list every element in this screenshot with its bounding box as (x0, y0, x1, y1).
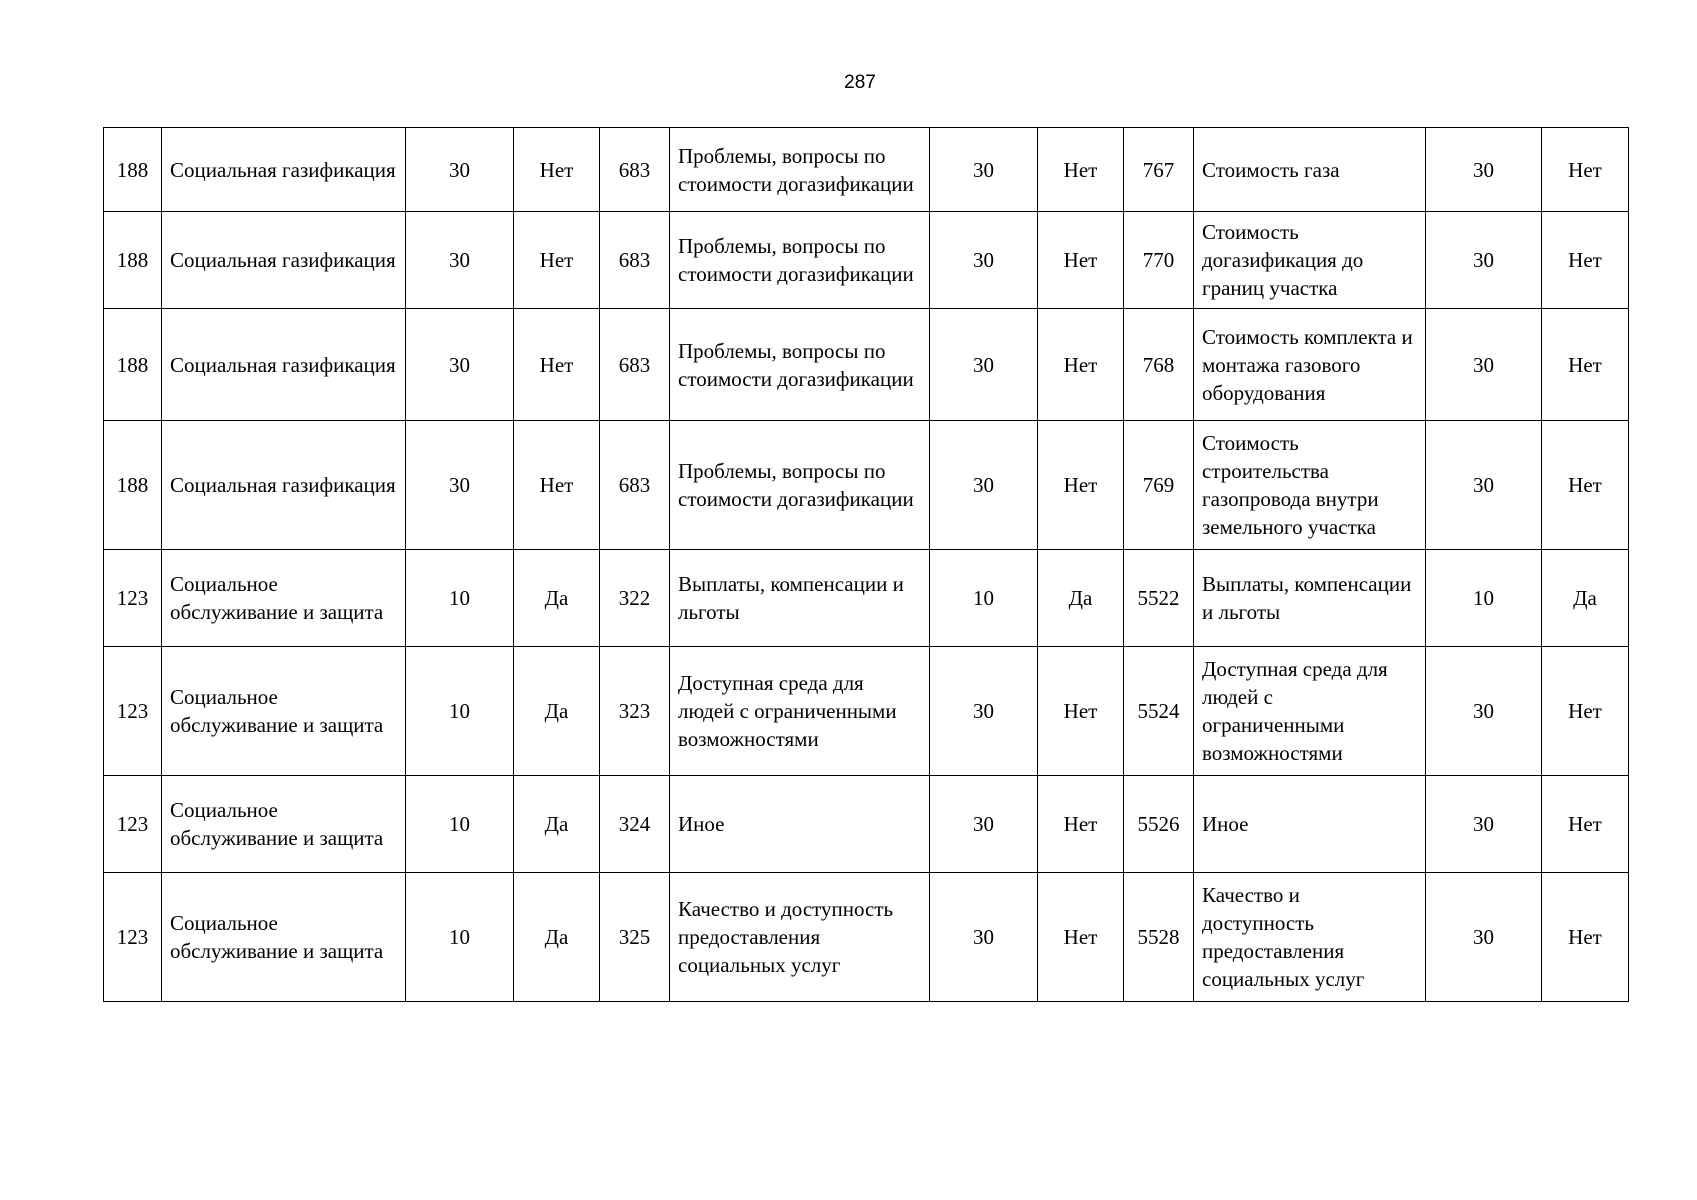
table-row (104, 647, 1629, 776)
topic-name-cell: Проблемы, вопросы по стоимости догазификации (670, 421, 930, 550)
subtopic-flag-cell: Да (1542, 550, 1629, 647)
subtopic-id-cell: 5526 (1124, 776, 1194, 873)
group-flag-cell: Нет (514, 212, 600, 309)
subtopic-id-cell: 5528 (1124, 873, 1194, 1002)
group-name-cell: Социальная газификация (162, 128, 406, 212)
subtopic-flag-cell: Нет (1542, 873, 1629, 1002)
topic-days-cell: 30 (930, 647, 1038, 776)
group-flag-cell: Да (514, 873, 600, 1002)
topic-id-cell: 683 (600, 128, 670, 212)
group-days-cell: 10 (406, 550, 514, 647)
group-name-cell: Социальное обслуживание и защита (162, 873, 406, 1002)
topic-id-cell: 683 (600, 212, 670, 309)
subtopic-name-cell: Качество и доступность предоставления социальных услуг (1194, 873, 1426, 1002)
topic-name-cell: Качество и доступность предоставления социальных услуг (670, 873, 930, 1002)
group-name-cell: Социальное обслуживание и защита (162, 550, 406, 647)
topic-id-cell: 325 (600, 873, 670, 1002)
subtopic-days-cell: 30 (1426, 128, 1542, 212)
subtopic-flag-cell: Нет (1542, 776, 1629, 873)
group-flag-cell: Да (514, 550, 600, 647)
group-flag-cell: Да (514, 647, 600, 776)
topic-id-cell: 323 (600, 647, 670, 776)
subtopic-name-cell: Стоимость комплекта и монтажа газового оборудования (1194, 309, 1426, 421)
group-name-cell: Социальная газификация (162, 212, 406, 309)
subtopic-days-cell: 30 (1426, 776, 1542, 873)
topic-id-cell: 683 (600, 309, 670, 421)
topic-name-cell: Доступная среда для людей с ограниченными возможностями (670, 647, 930, 776)
subtopic-days-cell: 10 (1426, 550, 1542, 647)
topic-name-cell: Выплаты, компенсации и льготы (670, 550, 930, 647)
topic-id-cell: 683 (600, 421, 670, 550)
subtopic-id-cell: 5524 (1124, 647, 1194, 776)
topic-flag-cell: Нет (1038, 309, 1124, 421)
group-name-cell: Социальное обслуживание и защита (162, 647, 406, 776)
topic-days-cell: 30 (930, 309, 1038, 421)
subtopic-flag-cell: Нет (1542, 421, 1629, 550)
subtopic-days-cell: 30 (1426, 309, 1542, 421)
topic-days-cell: 30 (930, 128, 1038, 212)
topic-id-cell: 322 (600, 550, 670, 647)
subtopic-days-cell: 30 (1426, 421, 1542, 550)
subtopic-flag-cell: Нет (1542, 647, 1629, 776)
topic-days-cell: 30 (930, 421, 1038, 550)
data-table (103, 127, 1629, 1002)
subtopic-days-cell: 30 (1426, 873, 1542, 1002)
group-flag-cell: Да (514, 776, 600, 873)
subtopic-name-cell: Стоимость строительства газопровода внутри земельного участка (1194, 421, 1426, 550)
group-name-cell: Социальная газификация (162, 421, 406, 550)
group-days-cell: 10 (406, 873, 514, 1002)
group-days-cell: 30 (406, 128, 514, 212)
topic-flag-cell: Да (1038, 550, 1124, 647)
group-id-cell: 123 (104, 873, 162, 1002)
topic-flag-cell: Нет (1038, 421, 1124, 550)
group-days-cell: 10 (406, 776, 514, 873)
topic-flag-cell: Нет (1038, 647, 1124, 776)
topic-name-cell: Проблемы, вопросы по стоимости догазификации (670, 309, 930, 421)
topic-days-cell: 30 (930, 212, 1038, 309)
topic-flag-cell: Нет (1038, 776, 1124, 873)
topic-days-cell: 30 (930, 776, 1038, 873)
topic-flag-cell: Нет (1038, 128, 1124, 212)
subtopic-name-cell: Иное (1194, 776, 1426, 873)
group-id-cell: 123 (104, 776, 162, 873)
table-row (104, 873, 1629, 1002)
subtopic-id-cell: 769 (1124, 421, 1194, 550)
subtopic-id-cell: 767 (1124, 128, 1194, 212)
table-row (104, 128, 1629, 212)
table-row (104, 421, 1629, 550)
table-row (104, 776, 1629, 873)
group-days-cell: 30 (406, 309, 514, 421)
subtopic-name-cell: Стоимость догазификация до границ участка (1194, 212, 1426, 309)
subtopic-id-cell: 5522 (1124, 550, 1194, 647)
subtopic-id-cell: 770 (1124, 212, 1194, 309)
subtopic-flag-cell: Нет (1542, 128, 1629, 212)
topic-days-cell: 10 (930, 550, 1038, 647)
subtopic-name-cell: Доступная среда для людей с ограниченными возможностями (1194, 647, 1426, 776)
subtopic-name-cell: Выплаты, компенсации и льготы (1194, 550, 1426, 647)
table-body (104, 128, 1629, 1002)
group-name-cell: Социальная газификация (162, 309, 406, 421)
table-row (104, 550, 1629, 647)
group-flag-cell: Нет (514, 128, 600, 212)
group-id-cell: 188 (104, 128, 162, 212)
topic-flag-cell: Нет (1038, 873, 1124, 1002)
subtopic-name-cell: Стоимость газа (1194, 128, 1426, 212)
group-id-cell: 188 (104, 421, 162, 550)
group-days-cell: 30 (406, 421, 514, 550)
topic-days-cell: 30 (930, 873, 1038, 1002)
topic-name-cell: Проблемы, вопросы по стоимости догазификации (670, 128, 930, 212)
topic-flag-cell: Нет (1038, 212, 1124, 309)
subtopic-flag-cell: Нет (1542, 309, 1629, 421)
subtopic-days-cell: 30 (1426, 212, 1542, 309)
subtopic-id-cell: 768 (1124, 309, 1194, 421)
table-row (104, 212, 1629, 309)
group-flag-cell: Нет (514, 421, 600, 550)
subtopic-flag-cell: Нет (1542, 212, 1629, 309)
group-name-cell: Социальное обслуживание и защита (162, 776, 406, 873)
page-number: 287 (844, 72, 876, 93)
group-days-cell: 10 (406, 647, 514, 776)
group-id-cell: 123 (104, 550, 162, 647)
topic-id-cell: 324 (600, 776, 670, 873)
group-id-cell: 123 (104, 647, 162, 776)
group-days-cell: 30 (406, 212, 514, 309)
topic-name-cell: Иное (670, 776, 930, 873)
table-row (104, 309, 1629, 421)
topic-name-cell: Проблемы, вопросы по стоимости догазификации (670, 212, 930, 309)
subtopic-days-cell: 30 (1426, 647, 1542, 776)
group-id-cell: 188 (104, 309, 162, 421)
group-flag-cell: Нет (514, 309, 600, 421)
group-id-cell: 188 (104, 212, 162, 309)
